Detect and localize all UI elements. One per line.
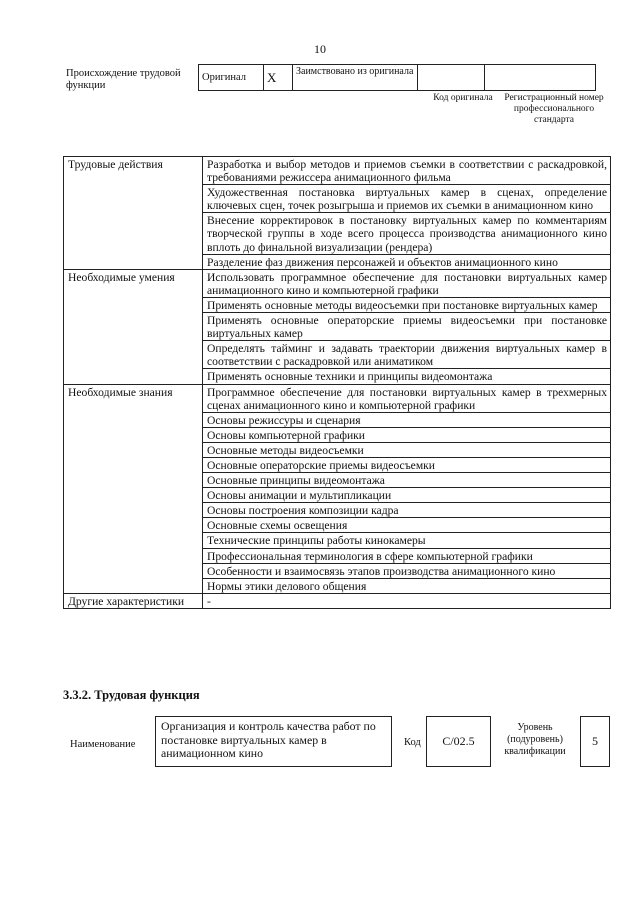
table-cell: Основные принципы видеомонтажа [203, 473, 611, 488]
original-cell [199, 65, 264, 91]
level-value: 5 [592, 734, 598, 748]
table-row [64, 593, 611, 608]
section-header: Другие характеристики [64, 593, 203, 608]
table-cell: Основные методы видеосъемки [203, 442, 611, 457]
table-cell: Определять тайминг и задавать траектории движения виртуальных камер в соответствии с раскадровкой или аниматиком [203, 341, 611, 369]
table-cell: Особенности и взаимосвязь этапов производства анимационного кино [203, 563, 611, 578]
reg-number-label: Регистрационный номер профессионального стандарта [504, 93, 604, 125]
labor-function-table [63, 156, 611, 609]
reg-cell [485, 65, 596, 91]
table-cell: Разработка и выбор методов и приемов съемки в соответствии с раскадровкой, требованиями режиссера анимационного фильма [203, 157, 611, 185]
function-name: Организация и контроль качества работ по постановке виртуальных камер в анимационном кино [161, 719, 376, 760]
table-cell: Основы режиссуры и сценария [203, 412, 611, 427]
origin-table [198, 64, 596, 91]
table-cell: Основные операторские приемы видеосъемки [203, 457, 611, 472]
table-row [64, 384, 611, 412]
original-mark: X [264, 65, 293, 91]
section-header: Необходимые умения [64, 269, 203, 384]
table-cell: Основы компьютерной графики [203, 427, 611, 442]
table-cell: Основные схемы освещения [203, 518, 611, 533]
table-cell: Применять основные операторские приемы видеосъемки при постановке виртуальных камер [203, 313, 611, 341]
section-header: Необходимые знания [64, 384, 203, 593]
table-cell: - [203, 593, 611, 608]
function-name-box [155, 716, 392, 767]
name-label: Наименование [70, 739, 136, 750]
function-code: C/02.5 [442, 734, 475, 748]
table-row [64, 157, 611, 185]
level-label: Уровень (подуровень) квалификации [504, 722, 566, 757]
table-cell: Основы анимации и мультипликации [203, 488, 611, 503]
table-row [64, 269, 611, 297]
table-cell: Разделение фаз движения персонажей и объектов анимационного кино [203, 254, 611, 269]
section-header: Трудовые действия [64, 157, 203, 270]
code-original-label: Код оригинала [433, 93, 493, 103]
table-cell: Использовать программное обеспечение для постановки виртуальных камер анимационного кино и компьютерной графики [203, 269, 611, 297]
original-label: Оригинал [202, 72, 246, 83]
table-cell: Применять основные методы видеосъемки при постановке виртуальных камер [203, 297, 611, 312]
code-label: Код [404, 737, 421, 748]
table-cell: Программное обеспечение для постановки виртуальных камер в трехмерных сценах анимационного кино и компьютерной графики [203, 384, 611, 412]
page-number: 10 [314, 42, 326, 56]
table-cell: Нормы этики делового общения [203, 578, 611, 593]
origin-label: Происхождение трудовой функции [66, 68, 181, 91]
borrowed-cell: Заимствовано из оригинала [293, 65, 418, 91]
code-box [426, 716, 491, 767]
code-cell [418, 65, 485, 91]
table-cell: Применять основные техники и принципы видеомонтажа [203, 369, 611, 384]
level-box [580, 716, 610, 767]
table-cell: Художественная постановка виртуальных камер в сценах, определение ключевых сцен, точек розыгрыша и приемов их съемки в анимационном кино [203, 185, 611, 213]
table-cell: Внесение корректировок в постановку виртуальных камер по комментариям творческой группы в ходе всего процесса производства анимационного кино вплоть до финальной визуализации (рендера) [203, 213, 611, 254]
table-cell: Технические принципы работы кинокамеры [203, 533, 611, 548]
table-cell: Основы построения композиции кадра [203, 503, 611, 518]
table-cell: Профессиональная терминология в сфере компьютерной графики [203, 548, 611, 563]
section-heading: 3.3.2. Трудовая функция [63, 688, 200, 702]
